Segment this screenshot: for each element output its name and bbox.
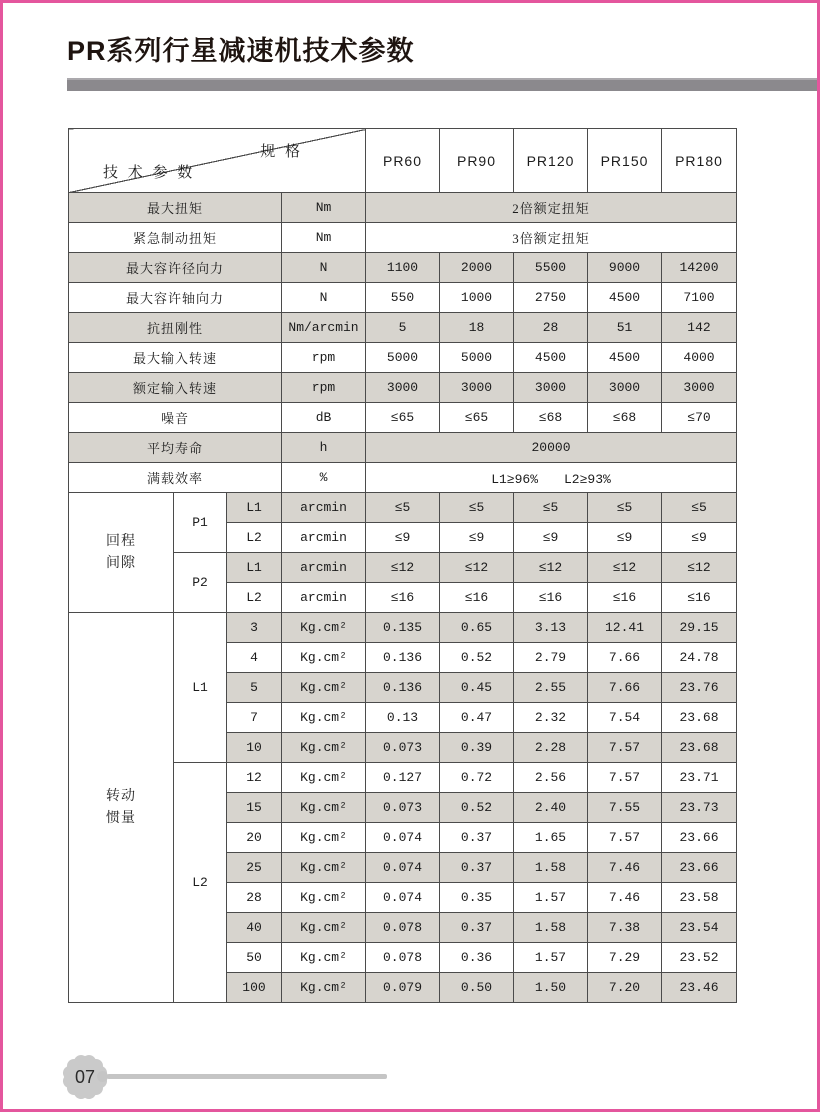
value-cell: ≤65 xyxy=(440,403,514,433)
unit-cell: h xyxy=(282,433,366,463)
ratio-cell: 7 xyxy=(227,703,282,733)
value-cell: 550 xyxy=(366,283,440,313)
unit-cell: Nm/arcmin xyxy=(282,313,366,343)
unit-cell: Kg.cm² xyxy=(282,913,366,943)
ratio-cell: 12 xyxy=(227,763,282,793)
unit-cell: rpm xyxy=(282,343,366,373)
value-cell: 18 xyxy=(440,313,514,343)
unit-cell: Kg.cm² xyxy=(282,973,366,1003)
value-cell: 0.073 xyxy=(366,793,440,823)
value-cell: 51 xyxy=(588,313,662,343)
value-cell: 7.46 xyxy=(588,883,662,913)
value-cell: 2.79 xyxy=(514,643,588,673)
unit-cell: Nm xyxy=(282,223,366,253)
diagonal-header-cell xyxy=(69,129,366,193)
value-cell: 0.65 xyxy=(440,613,514,643)
value-cell: 29.15 xyxy=(662,613,737,643)
value-cell: ≤65 xyxy=(366,403,440,433)
column-header-pr150: PR150 xyxy=(588,129,662,193)
value-cell: 23.76 xyxy=(662,673,737,703)
value-cell: 3000 xyxy=(440,373,514,403)
value-cell: 0.36 xyxy=(440,943,514,973)
value-cell: ≤68 xyxy=(514,403,588,433)
value-cell: 5500 xyxy=(514,253,588,283)
unit-cell: Kg.cm² xyxy=(282,733,366,763)
value-cell: 2.40 xyxy=(514,793,588,823)
param-name-cell: 最大扭矩 xyxy=(69,193,282,223)
ratio-cell: 28 xyxy=(227,883,282,913)
unit-cell: arcmin xyxy=(282,553,366,583)
value-cell: 0.72 xyxy=(440,763,514,793)
unit-cell: Kg.cm² xyxy=(282,643,366,673)
value-cell: 4500 xyxy=(514,343,588,373)
value-cell: 0.37 xyxy=(440,823,514,853)
value-cell: 1.57 xyxy=(514,883,588,913)
value-cell: 4000 xyxy=(662,343,737,373)
stage-level-cell: L1 xyxy=(227,493,282,523)
column-header-pr180: PR180 xyxy=(662,129,737,193)
param-name-cell: 平均寿命 xyxy=(69,433,282,463)
unit-cell: Kg.cm² xyxy=(282,823,366,853)
value-cell: 0.52 xyxy=(440,643,514,673)
value-cell: 0.078 xyxy=(366,913,440,943)
param-name-cell: 额定输入转速 xyxy=(69,373,282,403)
value-cell: 7100 xyxy=(662,283,737,313)
value-cell: 0.136 xyxy=(366,643,440,673)
value-cell: 7.57 xyxy=(588,733,662,763)
value-cell: 28 xyxy=(514,313,588,343)
unit-cell: N xyxy=(282,283,366,313)
merged-value-cell: L1≥96% L2≥93% xyxy=(366,463,737,493)
value-cell: ≤5 xyxy=(662,493,737,523)
value-cell: 2.28 xyxy=(514,733,588,763)
value-cell: 23.73 xyxy=(662,793,737,823)
table-row xyxy=(69,283,737,313)
value-cell: 0.47 xyxy=(440,703,514,733)
param-name-cell: 最大容许轴向力 xyxy=(69,283,282,313)
unit-cell: arcmin xyxy=(282,583,366,613)
value-cell: ≤70 xyxy=(662,403,737,433)
value-cell: 4500 xyxy=(588,283,662,313)
value-cell: ≤9 xyxy=(588,523,662,553)
table-row xyxy=(69,193,737,223)
stage-level-cell: L1 xyxy=(174,613,227,763)
inertia-group-label-cell: 转动 惯量 xyxy=(69,613,174,1003)
ratio-cell: 100 xyxy=(227,973,282,1003)
param-name-cell: 最大容许径向力 xyxy=(69,253,282,283)
page-title: PR系列行星减速机技术参数 xyxy=(67,36,415,66)
value-cell: 1100 xyxy=(366,253,440,283)
value-cell: 0.127 xyxy=(366,763,440,793)
table-row xyxy=(69,373,737,403)
unit-cell: Kg.cm² xyxy=(282,703,366,733)
value-cell: 1.57 xyxy=(514,943,588,973)
ratio-cell: 40 xyxy=(227,913,282,943)
unit-cell: Kg.cm² xyxy=(282,793,366,823)
value-cell: 7.46 xyxy=(588,853,662,883)
table-header-row xyxy=(69,129,737,193)
value-cell: 3.13 xyxy=(514,613,588,643)
stage-level-cell: L1 xyxy=(227,553,282,583)
value-cell: 0.079 xyxy=(366,973,440,1003)
value-cell: 0.39 xyxy=(440,733,514,763)
value-cell: ≤16 xyxy=(588,583,662,613)
merged-value-cell: 2倍额定扭矩 xyxy=(366,193,737,223)
table-row xyxy=(69,463,737,493)
corner-label-spec: 规 格 xyxy=(260,144,303,160)
stage-level-cell: L2 xyxy=(227,583,282,613)
value-cell: ≤12 xyxy=(662,553,737,583)
value-cell: 0.074 xyxy=(366,823,440,853)
value-cell: ≤5 xyxy=(366,493,440,523)
value-cell: 0.074 xyxy=(366,883,440,913)
merged-value-cell: 3倍额定扭矩 xyxy=(366,223,737,253)
value-cell: 0.35 xyxy=(440,883,514,913)
unit-cell: dB xyxy=(282,403,366,433)
value-cell: 1.65 xyxy=(514,823,588,853)
value-cell: 5000 xyxy=(366,343,440,373)
unit-cell: N xyxy=(282,253,366,283)
value-cell: ≤16 xyxy=(514,583,588,613)
ratio-cell: 4 xyxy=(227,643,282,673)
value-cell: 2.56 xyxy=(514,763,588,793)
ratio-cell: 10 xyxy=(227,733,282,763)
value-cell: 23.66 xyxy=(662,823,737,853)
value-cell: ≤9 xyxy=(366,523,440,553)
table-row xyxy=(69,493,737,523)
merged-value-cell: 20000 xyxy=(366,433,737,463)
spec-table xyxy=(68,128,737,1003)
value-cell: 7.29 xyxy=(588,943,662,973)
value-cell: 0.50 xyxy=(440,973,514,1003)
unit-cell: Kg.cm² xyxy=(282,763,366,793)
value-cell: 7.57 xyxy=(588,763,662,793)
value-cell: 14200 xyxy=(662,253,737,283)
value-cell: 0.37 xyxy=(440,913,514,943)
table-row xyxy=(69,613,737,643)
stage-level-cell: L2 xyxy=(174,763,227,1003)
value-cell: ≤5 xyxy=(440,493,514,523)
value-cell: 1.50 xyxy=(514,973,588,1003)
unit-cell: rpm xyxy=(282,373,366,403)
unit-cell: Nm xyxy=(282,193,366,223)
precision-class-cell: P1 xyxy=(174,493,227,553)
value-cell: 23.58 xyxy=(662,883,737,913)
value-cell: ≤9 xyxy=(662,523,737,553)
value-cell: 3000 xyxy=(514,373,588,403)
backlash-group-label-cell: 回程 间隙 xyxy=(69,493,174,613)
unit-cell: Kg.cm² xyxy=(282,883,366,913)
title-underline-bar xyxy=(67,78,817,91)
value-cell: 7.38 xyxy=(588,913,662,943)
value-cell: 7.57 xyxy=(588,823,662,853)
value-cell: 2.32 xyxy=(514,703,588,733)
table-row xyxy=(69,313,737,343)
unit-cell: arcmin xyxy=(282,493,366,523)
value-cell: 24.78 xyxy=(662,643,737,673)
value-cell: 7.54 xyxy=(588,703,662,733)
value-cell: 0.13 xyxy=(366,703,440,733)
value-cell: 23.54 xyxy=(662,913,737,943)
value-cell: ≤16 xyxy=(366,583,440,613)
value-cell: 0.078 xyxy=(366,943,440,973)
value-cell: 0.52 xyxy=(440,793,514,823)
value-cell: 23.46 xyxy=(662,973,737,1003)
value-cell: 5 xyxy=(366,313,440,343)
ratio-cell: 25 xyxy=(227,853,282,883)
value-cell: 1000 xyxy=(440,283,514,313)
value-cell: ≤9 xyxy=(514,523,588,553)
value-cell: 0.135 xyxy=(366,613,440,643)
param-name-cell: 噪音 xyxy=(69,403,282,433)
value-cell: ≤5 xyxy=(588,493,662,523)
footer-rule-line xyxy=(107,1074,387,1079)
corner-label-params: 技 术 参 数 xyxy=(103,165,196,181)
value-cell: ≤5 xyxy=(514,493,588,523)
unit-cell: % xyxy=(282,463,366,493)
page-number: 07 xyxy=(74,1066,96,1087)
value-cell: 23.52 xyxy=(662,943,737,973)
value-cell: 12.41 xyxy=(588,613,662,643)
column-header-pr120: PR120 xyxy=(514,129,588,193)
param-name-cell: 紧急制动扭矩 xyxy=(69,223,282,253)
value-cell: 23.68 xyxy=(662,733,737,763)
ratio-cell: 3 xyxy=(227,613,282,643)
value-cell: ≤16 xyxy=(662,583,737,613)
value-cell: ≤9 xyxy=(440,523,514,553)
value-cell: ≤16 xyxy=(440,583,514,613)
value-cell: 0.37 xyxy=(440,853,514,883)
value-cell: 1.58 xyxy=(514,853,588,883)
value-cell: 2.55 xyxy=(514,673,588,703)
value-cell: ≤68 xyxy=(588,403,662,433)
unit-cell: Kg.cm² xyxy=(282,943,366,973)
value-cell: ≤12 xyxy=(440,553,514,583)
ratio-cell: 15 xyxy=(227,793,282,823)
value-cell: 2000 xyxy=(440,253,514,283)
value-cell: 23.71 xyxy=(662,763,737,793)
value-cell: 4500 xyxy=(588,343,662,373)
value-cell: 3000 xyxy=(662,373,737,403)
value-cell: 0.074 xyxy=(366,853,440,883)
value-cell: 7.66 xyxy=(588,673,662,703)
unit-cell: arcmin xyxy=(282,523,366,553)
value-cell: 0.073 xyxy=(366,733,440,763)
ratio-cell: 20 xyxy=(227,823,282,853)
stage-level-cell: L2 xyxy=(227,523,282,553)
column-header-pr60: PR60 xyxy=(366,129,440,193)
value-cell: 9000 xyxy=(588,253,662,283)
unit-cell: Kg.cm² xyxy=(282,853,366,883)
ratio-cell: 50 xyxy=(227,943,282,973)
param-name-cell: 抗扭刚性 xyxy=(69,313,282,343)
unit-cell: Kg.cm² xyxy=(282,673,366,703)
value-cell: 142 xyxy=(662,313,737,343)
table-row xyxy=(69,433,737,463)
value-cell: 0.45 xyxy=(440,673,514,703)
value-cell: ≤12 xyxy=(588,553,662,583)
value-cell: ≤12 xyxy=(366,553,440,583)
table-row xyxy=(69,403,737,433)
value-cell: ≤12 xyxy=(514,553,588,583)
value-cell: 7.66 xyxy=(588,643,662,673)
value-cell: 2750 xyxy=(514,283,588,313)
value-cell: 3000 xyxy=(588,373,662,403)
value-cell: 3000 xyxy=(366,373,440,403)
table-row xyxy=(69,343,737,373)
value-cell: 7.20 xyxy=(588,973,662,1003)
table-row xyxy=(69,223,737,253)
precision-class-cell: P2 xyxy=(174,553,227,613)
column-header-pr90: PR90 xyxy=(440,129,514,193)
ratio-cell: 5 xyxy=(227,673,282,703)
value-cell: 23.66 xyxy=(662,853,737,883)
value-cell: 0.136 xyxy=(366,673,440,703)
value-cell: 23.68 xyxy=(662,703,737,733)
param-name-cell: 最大输入转速 xyxy=(69,343,282,373)
table-row xyxy=(69,253,737,283)
unit-cell: Kg.cm² xyxy=(282,613,366,643)
param-name-cell: 满载效率 xyxy=(69,463,282,493)
value-cell: 5000 xyxy=(440,343,514,373)
value-cell: 7.55 xyxy=(588,793,662,823)
value-cell: 1.58 xyxy=(514,913,588,943)
